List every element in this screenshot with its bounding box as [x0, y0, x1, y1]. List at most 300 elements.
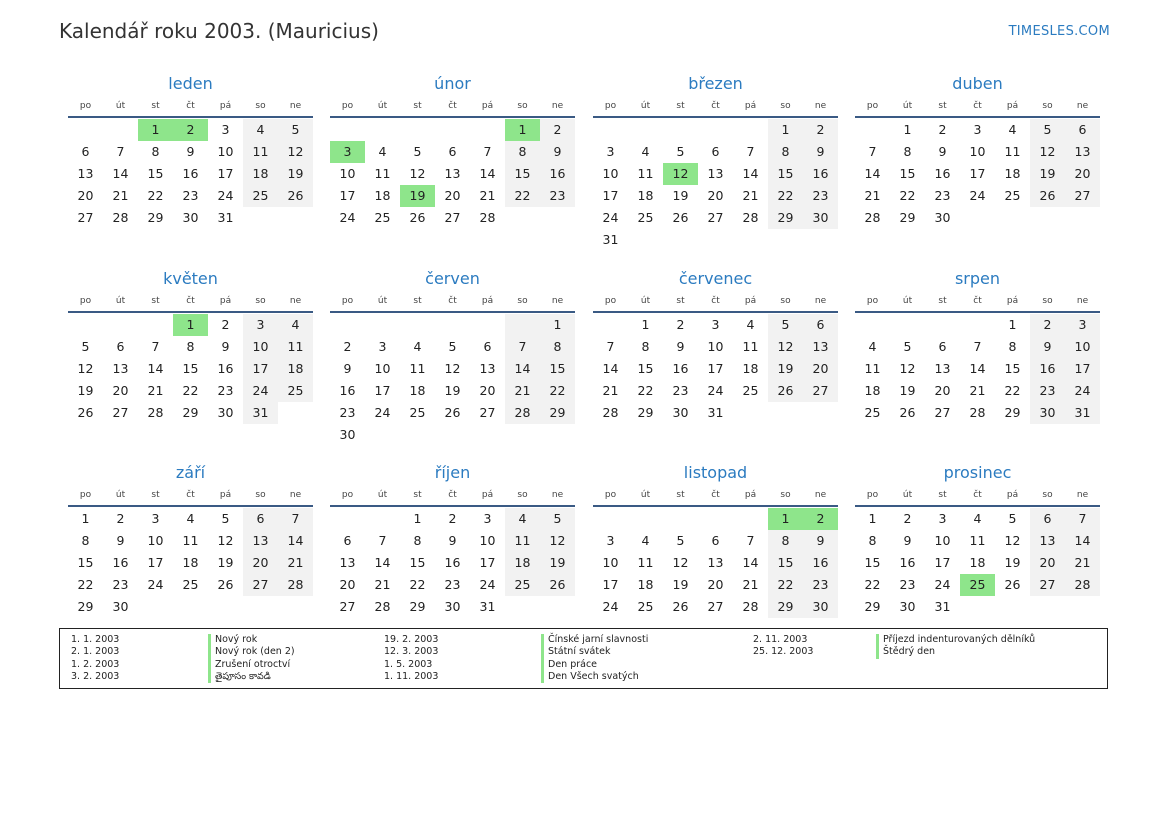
day-cell[interactable]: 25	[637, 599, 654, 614]
day-cell[interactable]: 20	[243, 552, 278, 574]
day-cell[interactable]: 12	[540, 530, 575, 552]
day-cell[interactable]: 26	[1004, 577, 1021, 592]
day-cell[interactable]: 15	[1004, 361, 1021, 376]
day-cell[interactable]: 5	[540, 508, 575, 530]
day-cell[interactable]: 3	[606, 533, 615, 548]
day-cell[interactable]: 29	[77, 599, 94, 614]
holiday-day[interactable]: 1	[505, 119, 540, 141]
day-cell[interactable]: 6	[1065, 119, 1100, 141]
day-cell[interactable]: 2	[343, 339, 352, 354]
day-cell[interactable]: 22	[540, 380, 575, 402]
day-cell[interactable]: 18	[969, 555, 986, 570]
day-cell[interactable]: 17	[217, 166, 234, 181]
day-cell[interactable]: 8	[540, 336, 575, 358]
day-cell[interactable]: 1	[413, 511, 422, 526]
day-cell[interactable]: 24	[217, 188, 234, 203]
day-cell[interactable]: 23	[803, 185, 838, 207]
day-cell[interactable]: 22	[1004, 383, 1021, 398]
day-cell[interactable]: 10	[934, 533, 951, 548]
day-cell[interactable]: 3	[483, 511, 492, 526]
day-cell[interactable]: 7	[483, 144, 492, 159]
day-cell[interactable]: 6	[243, 508, 278, 530]
day-cell[interactable]: 30	[672, 405, 689, 420]
day-cell[interactable]: 29	[637, 405, 654, 420]
day-cell[interactable]: 21	[742, 188, 759, 203]
day-cell[interactable]: 15	[864, 555, 881, 570]
day-cell[interactable]: 13	[243, 530, 278, 552]
day-cell[interactable]: 2	[676, 317, 685, 332]
day-cell[interactable]: 8	[1008, 339, 1017, 354]
day-cell[interactable]: 29	[768, 596, 803, 618]
day-cell[interactable]: 8	[81, 533, 90, 548]
day-cell[interactable]: 1	[540, 314, 575, 336]
day-cell[interactable]: 27	[1030, 574, 1065, 596]
day-cell[interactable]: 29	[147, 210, 164, 225]
day-cell[interactable]: 16	[672, 361, 689, 376]
day-cell[interactable]: 24	[707, 383, 724, 398]
day-cell[interactable]: 12	[77, 361, 94, 376]
day-cell[interactable]: 13	[77, 166, 94, 181]
day-cell[interactable]: 31	[1065, 402, 1100, 424]
day-cell[interactable]: 14	[1065, 530, 1100, 552]
day-cell[interactable]: 8	[641, 339, 650, 354]
day-cell[interactable]: 11	[637, 166, 654, 181]
day-cell[interactable]: 7	[973, 339, 982, 354]
day-cell[interactable]: 28	[374, 599, 391, 614]
day-cell[interactable]: 13	[112, 361, 129, 376]
day-cell[interactable]: 21	[864, 188, 881, 203]
day-cell[interactable]: 7	[606, 339, 615, 354]
day-cell[interactable]: 25	[243, 185, 278, 207]
day-cell[interactable]: 20	[444, 188, 461, 203]
day-cell[interactable]: 15	[899, 166, 916, 181]
day-cell[interactable]: 17	[602, 577, 619, 592]
day-cell[interactable]: 15	[505, 163, 540, 185]
day-cell[interactable]: 30	[899, 599, 916, 614]
day-cell[interactable]: 8	[768, 530, 803, 552]
day-cell[interactable]: 30	[444, 599, 461, 614]
day-cell[interactable]: 19	[444, 383, 461, 398]
day-cell[interactable]: 7	[505, 336, 540, 358]
day-cell[interactable]: 5	[278, 119, 313, 141]
day-cell[interactable]: 9	[1030, 336, 1065, 358]
day-cell[interactable]: 11	[409, 361, 426, 376]
day-cell[interactable]: 24	[147, 577, 164, 592]
day-cell[interactable]: 16	[1030, 358, 1065, 380]
day-cell[interactable]: 11	[1004, 144, 1021, 159]
day-cell[interactable]: 18	[637, 188, 654, 203]
day-cell[interactable]: 8	[768, 141, 803, 163]
day-cell[interactable]: 12	[409, 166, 426, 181]
day-cell[interactable]: 18	[505, 552, 540, 574]
day-cell[interactable]: 7	[278, 508, 313, 530]
day-cell[interactable]: 5	[768, 314, 803, 336]
day-cell[interactable]: 27	[243, 574, 278, 596]
day-cell[interactable]: 23	[934, 188, 951, 203]
day-cell[interactable]: 20	[707, 188, 724, 203]
day-cell[interactable]: 31	[479, 599, 496, 614]
day-cell[interactable]: 9	[221, 339, 230, 354]
day-cell[interactable]: 28	[969, 405, 986, 420]
day-cell[interactable]: 2	[803, 119, 838, 141]
day-cell[interactable]: 21	[374, 577, 391, 592]
holiday-day[interactable]: 2	[803, 508, 838, 530]
day-cell[interactable]: 28	[278, 574, 313, 596]
day-cell[interactable]: 29	[899, 210, 916, 225]
day-cell[interactable]: 14	[505, 358, 540, 380]
day-cell[interactable]: 13	[339, 555, 356, 570]
day-cell[interactable]: 17	[479, 555, 496, 570]
day-cell[interactable]: 15	[637, 361, 654, 376]
day-cell[interactable]: 10	[602, 166, 619, 181]
day-cell[interactable]: 18	[182, 555, 199, 570]
day-cell[interactable]: 15	[768, 552, 803, 574]
day-cell[interactable]: 21	[602, 383, 619, 398]
day-cell[interactable]: 6	[483, 339, 492, 354]
day-cell[interactable]: 26	[444, 405, 461, 420]
day-cell[interactable]: 30	[182, 210, 199, 225]
day-cell[interactable]: 4	[641, 533, 650, 548]
day-cell[interactable]: 3	[606, 144, 615, 159]
day-cell[interactable]: 27	[803, 380, 838, 402]
day-cell[interactable]: 18	[374, 188, 391, 203]
day-cell[interactable]: 20	[1065, 163, 1100, 185]
day-cell[interactable]: 22	[637, 383, 654, 398]
day-cell[interactable]: 7	[746, 144, 755, 159]
day-cell[interactable]: 15	[182, 361, 199, 376]
day-cell[interactable]: 18	[409, 383, 426, 398]
day-cell[interactable]: 11	[243, 141, 278, 163]
day-cell[interactable]: 26	[768, 380, 803, 402]
day-cell[interactable]: 9	[938, 144, 947, 159]
day-cell[interactable]: 26	[77, 405, 94, 420]
day-cell[interactable]: 6	[81, 144, 90, 159]
day-cell[interactable]: 22	[182, 383, 199, 398]
day-cell[interactable]: 7	[151, 339, 160, 354]
day-cell[interactable]: 20	[707, 577, 724, 592]
day-cell[interactable]: 4	[746, 317, 755, 332]
day-cell[interactable]: 21	[147, 383, 164, 398]
holiday-day[interactable]: 2	[173, 119, 208, 141]
day-cell[interactable]: 21	[112, 188, 129, 203]
day-cell[interactable]: 23	[1030, 380, 1065, 402]
day-cell[interactable]: 19	[1030, 163, 1065, 185]
day-cell[interactable]: 8	[868, 533, 877, 548]
day-cell[interactable]: 19	[899, 383, 916, 398]
day-cell[interactable]: 17	[602, 188, 619, 203]
day-cell[interactable]: 10	[217, 144, 234, 159]
day-cell[interactable]: 10	[969, 144, 986, 159]
day-cell[interactable]: 25	[864, 405, 881, 420]
day-cell[interactable]: 28	[505, 402, 540, 424]
day-cell[interactable]: 31	[707, 405, 724, 420]
day-cell[interactable]: 27	[934, 405, 951, 420]
site-link[interactable]: TIMESLES.COM	[1008, 24, 1110, 39]
day-cell[interactable]: 31	[217, 210, 234, 225]
day-cell[interactable]: 6	[711, 533, 720, 548]
day-cell[interactable]: 19	[217, 555, 234, 570]
day-cell[interactable]: 10	[707, 339, 724, 354]
day-cell[interactable]: 30	[934, 210, 951, 225]
day-cell[interactable]: 6	[1030, 508, 1065, 530]
day-cell[interactable]: 27	[444, 210, 461, 225]
day-cell[interactable]: 24	[479, 577, 496, 592]
day-cell[interactable]: 26	[278, 185, 313, 207]
day-cell[interactable]: 21	[742, 577, 759, 592]
day-cell[interactable]: 3	[711, 317, 720, 332]
day-cell[interactable]: 20	[803, 358, 838, 380]
day-cell[interactable]: 26	[540, 574, 575, 596]
day-cell[interactable]: 11	[637, 555, 654, 570]
day-cell[interactable]: 24	[374, 405, 391, 420]
day-cell[interactable]: 14	[864, 166, 881, 181]
day-cell[interactable]: 10	[339, 166, 356, 181]
day-cell[interactable]: 25	[409, 405, 426, 420]
day-cell[interactable]: 4	[378, 144, 387, 159]
day-cell[interactable]: 21	[1065, 552, 1100, 574]
day-cell[interactable]: 11	[374, 166, 391, 181]
day-cell[interactable]: 13	[1030, 530, 1065, 552]
day-cell[interactable]: 17	[147, 555, 164, 570]
day-cell[interactable]: 20	[1030, 552, 1065, 574]
day-cell[interactable]: 1	[81, 511, 90, 526]
day-cell[interactable]: 27	[1065, 185, 1100, 207]
day-cell[interactable]: 12	[899, 361, 916, 376]
day-cell[interactable]: 12	[1004, 533, 1021, 548]
day-cell[interactable]: 18	[278, 358, 313, 380]
day-cell[interactable]: 24	[339, 210, 356, 225]
day-cell[interactable]: 29	[1004, 405, 1021, 420]
day-cell[interactable]: 26	[899, 405, 916, 420]
day-cell[interactable]: 14	[112, 166, 129, 181]
day-cell[interactable]: 8	[903, 144, 912, 159]
day-cell[interactable]: 5	[448, 339, 457, 354]
day-cell[interactable]: 11	[864, 361, 881, 376]
day-cell[interactable]: 18	[742, 361, 759, 376]
day-cell[interactable]: 5	[676, 144, 685, 159]
day-cell[interactable]: 21	[278, 552, 313, 574]
day-cell[interactable]: 2	[116, 511, 125, 526]
day-cell[interactable]: 7	[116, 144, 125, 159]
day-cell[interactable]: 9	[116, 533, 125, 548]
day-cell[interactable]: 20	[934, 383, 951, 398]
day-cell[interactable]: 11	[969, 533, 986, 548]
day-cell[interactable]: 5	[1008, 511, 1017, 526]
day-cell[interactable]: 2	[221, 317, 230, 332]
day-cell[interactable]: 20	[77, 188, 94, 203]
day-cell[interactable]: 26	[672, 210, 689, 225]
day-cell[interactable]: 28	[742, 599, 759, 614]
day-cell[interactable]: 27	[707, 599, 724, 614]
day-cell[interactable]: 15	[409, 555, 426, 570]
day-cell[interactable]: 12	[768, 336, 803, 358]
day-cell[interactable]: 22	[899, 188, 916, 203]
day-cell[interactable]: 29	[409, 599, 426, 614]
day-cell[interactable]: 25	[278, 380, 313, 402]
day-cell[interactable]: 2	[540, 119, 575, 141]
day-cell[interactable]: 28	[742, 210, 759, 225]
day-cell[interactable]: 1	[868, 511, 877, 526]
holiday-day[interactable]: 25	[960, 574, 995, 596]
day-cell[interactable]: 21	[505, 380, 540, 402]
day-cell[interactable]: 23	[112, 577, 129, 592]
day-cell[interactable]: 22	[147, 188, 164, 203]
day-cell[interactable]: 1	[768, 119, 803, 141]
day-cell[interactable]: 4	[186, 511, 195, 526]
day-cell[interactable]: 3	[938, 511, 947, 526]
holiday-day[interactable]: 12	[663, 163, 698, 185]
day-cell[interactable]: 19	[77, 383, 94, 398]
day-cell[interactable]: 28	[1065, 574, 1100, 596]
day-cell[interactable]: 9	[186, 144, 195, 159]
day-cell[interactable]: 2	[938, 122, 947, 137]
day-cell[interactable]: 17	[969, 166, 986, 181]
day-cell[interactable]: 8	[186, 339, 195, 354]
day-cell[interactable]: 23	[182, 188, 199, 203]
day-cell[interactable]: 17	[339, 188, 356, 203]
day-cell[interactable]: 12	[1030, 141, 1065, 163]
day-cell[interactable]: 19	[1004, 555, 1021, 570]
day-cell[interactable]: 12	[672, 555, 689, 570]
day-cell[interactable]: 14	[969, 361, 986, 376]
day-cell[interactable]: 22	[768, 574, 803, 596]
day-cell[interactable]: 12	[217, 533, 234, 548]
day-cell[interactable]: 13	[707, 166, 724, 181]
day-cell[interactable]: 16	[899, 555, 916, 570]
day-cell[interactable]: 10	[147, 533, 164, 548]
day-cell[interactable]: 23	[444, 577, 461, 592]
day-cell[interactable]: 23	[217, 383, 234, 398]
holiday-day[interactable]: 3	[330, 141, 365, 163]
day-cell[interactable]: 5	[903, 339, 912, 354]
day-cell[interactable]: 22	[864, 577, 881, 592]
day-cell[interactable]: 16	[803, 552, 838, 574]
day-cell[interactable]: 3	[151, 511, 160, 526]
day-cell[interactable]: 3	[973, 122, 982, 137]
day-cell[interactable]: 17	[707, 361, 724, 376]
day-cell[interactable]: 9	[540, 141, 575, 163]
day-cell[interactable]: 5	[221, 511, 230, 526]
day-cell[interactable]: 23	[339, 405, 356, 420]
day-cell[interactable]: 28	[864, 210, 881, 225]
day-cell[interactable]: 11	[742, 339, 759, 354]
day-cell[interactable]: 28	[602, 405, 619, 420]
day-cell[interactable]: 29	[182, 405, 199, 420]
day-cell[interactable]: 24	[243, 380, 278, 402]
day-cell[interactable]: 22	[768, 185, 803, 207]
day-cell[interactable]: 3	[1065, 314, 1100, 336]
day-cell[interactable]: 25	[374, 210, 391, 225]
day-cell[interactable]: 17	[374, 383, 391, 398]
day-cell[interactable]: 27	[707, 210, 724, 225]
day-cell[interactable]: 9	[676, 339, 685, 354]
day-cell[interactable]: 5	[1030, 119, 1065, 141]
day-cell[interactable]: 24	[969, 188, 986, 203]
day-cell[interactable]: 6	[116, 339, 125, 354]
day-cell[interactable]: 30	[803, 596, 838, 618]
day-cell[interactable]: 31	[602, 232, 619, 247]
day-cell[interactable]: 10	[1065, 336, 1100, 358]
day-cell[interactable]: 8	[151, 144, 160, 159]
day-cell[interactable]: 18	[864, 383, 881, 398]
day-cell[interactable]: 25	[637, 210, 654, 225]
day-cell[interactable]: 9	[448, 533, 457, 548]
day-cell[interactable]: 27	[112, 405, 129, 420]
day-cell[interactable]: 20	[112, 383, 129, 398]
day-cell[interactable]: 1	[641, 317, 650, 332]
day-cell[interactable]: 6	[803, 314, 838, 336]
day-cell[interactable]: 30	[803, 207, 838, 229]
day-cell[interactable]: 29	[540, 402, 575, 424]
day-cell[interactable]: 14	[742, 166, 759, 181]
day-cell[interactable]: 9	[343, 361, 352, 376]
day-cell[interactable]: 16	[803, 163, 838, 185]
day-cell[interactable]: 7	[378, 533, 387, 548]
day-cell[interactable]: 2	[448, 511, 457, 526]
day-cell[interactable]: 17	[243, 358, 278, 380]
day-cell[interactable]: 12	[278, 141, 313, 163]
day-cell[interactable]: 24	[602, 599, 619, 614]
day-cell[interactable]: 25	[1004, 188, 1021, 203]
day-cell[interactable]: 17	[1065, 358, 1100, 380]
day-cell[interactable]: 4	[413, 339, 422, 354]
day-cell[interactable]: 16	[339, 383, 356, 398]
day-cell[interactable]: 27	[339, 599, 356, 614]
day-cell[interactable]: 30	[1030, 402, 1065, 424]
day-cell[interactable]: 6	[938, 339, 947, 354]
day-cell[interactable]: 17	[934, 555, 951, 570]
day-cell[interactable]: 19	[672, 188, 689, 203]
day-cell[interactable]: 31	[934, 599, 951, 614]
day-cell[interactable]: 29	[864, 599, 881, 614]
day-cell[interactable]: 21	[479, 188, 496, 203]
day-cell[interactable]: 23	[803, 574, 838, 596]
day-cell[interactable]: 29	[768, 207, 803, 229]
day-cell[interactable]: 10	[479, 533, 496, 548]
holiday-day[interactable]: 1	[768, 508, 803, 530]
day-cell[interactable]: 19	[672, 577, 689, 592]
day-cell[interactable]: 23	[540, 185, 575, 207]
day-cell[interactable]: 16	[182, 166, 199, 181]
day-cell[interactable]: 13	[803, 336, 838, 358]
day-cell[interactable]: 25	[505, 574, 540, 596]
day-cell[interactable]: 11	[182, 533, 199, 548]
day-cell[interactable]: 14	[742, 555, 759, 570]
day-cell[interactable]: 28	[479, 210, 496, 225]
day-cell[interactable]: 12	[444, 361, 461, 376]
day-cell[interactable]: 6	[448, 144, 457, 159]
day-cell[interactable]: 16	[112, 555, 129, 570]
day-cell[interactable]: 4	[505, 508, 540, 530]
day-cell[interactable]: 15	[77, 555, 94, 570]
day-cell[interactable]: 15	[540, 358, 575, 380]
day-cell[interactable]: 22	[409, 577, 426, 592]
day-cell[interactable]: 15	[147, 166, 164, 181]
day-cell[interactable]: 5	[413, 144, 422, 159]
day-cell[interactable]: 26	[409, 210, 426, 225]
day-cell[interactable]: 5	[676, 533, 685, 548]
day-cell[interactable]: 31	[243, 402, 278, 424]
day-cell[interactable]: 16	[444, 555, 461, 570]
holiday-day[interactable]: 1	[138, 119, 173, 141]
day-cell[interactable]: 24	[934, 577, 951, 592]
day-cell[interactable]: 4	[278, 314, 313, 336]
day-cell[interactable]: 16	[217, 361, 234, 376]
day-cell[interactable]: 15	[768, 163, 803, 185]
day-cell[interactable]: 1	[1008, 317, 1017, 332]
day-cell[interactable]: 25	[742, 383, 759, 398]
day-cell[interactable]: 2	[903, 511, 912, 526]
